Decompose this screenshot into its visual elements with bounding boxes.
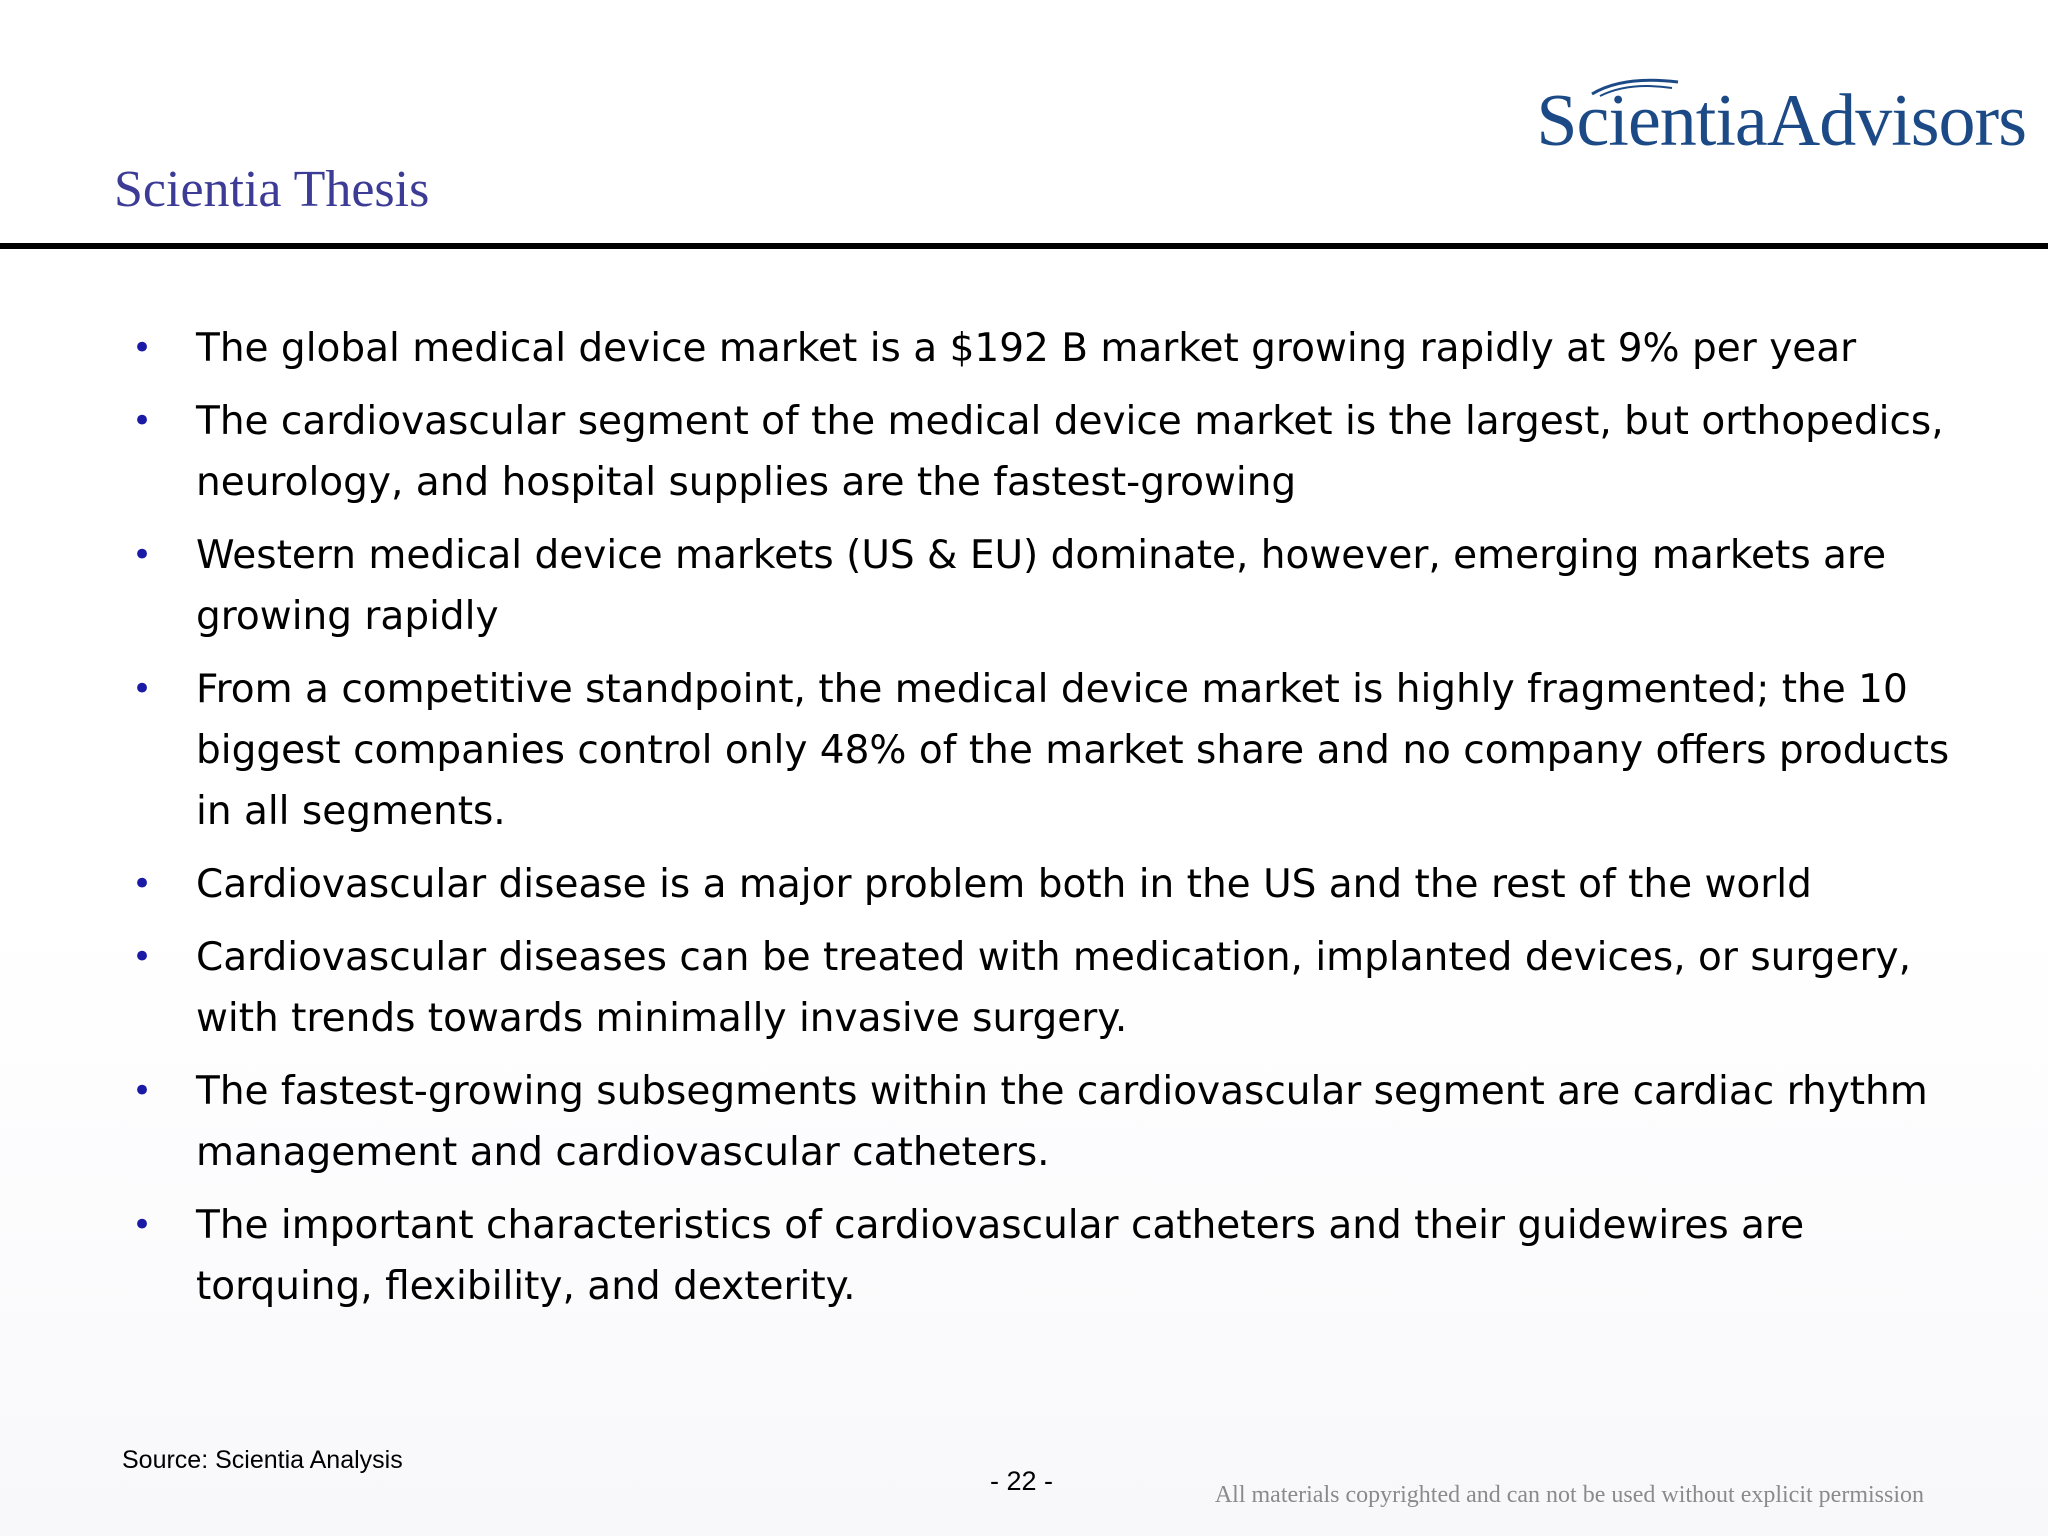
bullet-text: The important characteristics of cardiovascular catheters and their guidewires are torquing, flexibility, and dexterity. (196, 1203, 1805, 1309)
list-item (132, 391, 1972, 513)
page-number: - 22 - (990, 1466, 1054, 1496)
list-item (132, 1061, 1972, 1183)
list-item (132, 525, 1972, 647)
list-item (132, 927, 1972, 1049)
bullet-icon: • (132, 535, 153, 575)
bullet-icon: • (132, 328, 153, 368)
bullet-icon: • (132, 864, 153, 904)
bullet-text: From a competitive standpoint, the medical device market is highly fragmented; the 10 biggest companies control only 48% of the market share and no company offers products in all segments. (196, 667, 1950, 834)
list-item (132, 854, 1972, 915)
scientia-advisors-logo (1536, 80, 2026, 162)
bullet-text: Western medical device markets (US & EU) dominate, however, emerging markets are growing rapidly (196, 533, 1887, 639)
list-item (132, 1195, 1972, 1317)
page-title: Scientia Thesis (114, 161, 430, 218)
source-note: Source: Scientia Analysis (122, 1446, 403, 1474)
logo-swoosh-icon (1590, 76, 1680, 98)
logo-text: ScientiaAdvisors (1536, 80, 2026, 162)
bullet-icon: • (132, 401, 153, 441)
title-divider (0, 243, 2048, 249)
bullet-icon: • (132, 669, 153, 709)
bullet-text: The cardiovascular segment of the medical device market is the largest, but orthopedics, neurology, and hospital supplies are the fastest-growing (196, 399, 1944, 505)
list-item (132, 659, 1972, 842)
bullet-icon: • (132, 937, 153, 977)
bullet-text: The fastest-growing subsegments within the cardiovascular segment are cardiac rhythm management and cardiovascular catheters. (196, 1069, 1928, 1175)
bullet-icon: • (132, 1071, 153, 1111)
bullet-list (132, 318, 1972, 1329)
list-item (132, 318, 1972, 379)
bullet-icon: • (132, 1205, 153, 1245)
copyright-notice: All materials copyrighted and can not be used without explicit permission (1214, 1482, 1924, 1508)
bullet-text: Cardiovascular diseases can be treated with medication, implanted devices, or surgery, with trends towards minimally invasive surgery. (196, 935, 1911, 1041)
bullet-text: The global medical device market is a $192 B market growing rapidly at 9% per year (196, 326, 1857, 371)
bullet-text: Cardiovascular disease is a major problem both in the US and the rest of the world (196, 862, 1812, 907)
